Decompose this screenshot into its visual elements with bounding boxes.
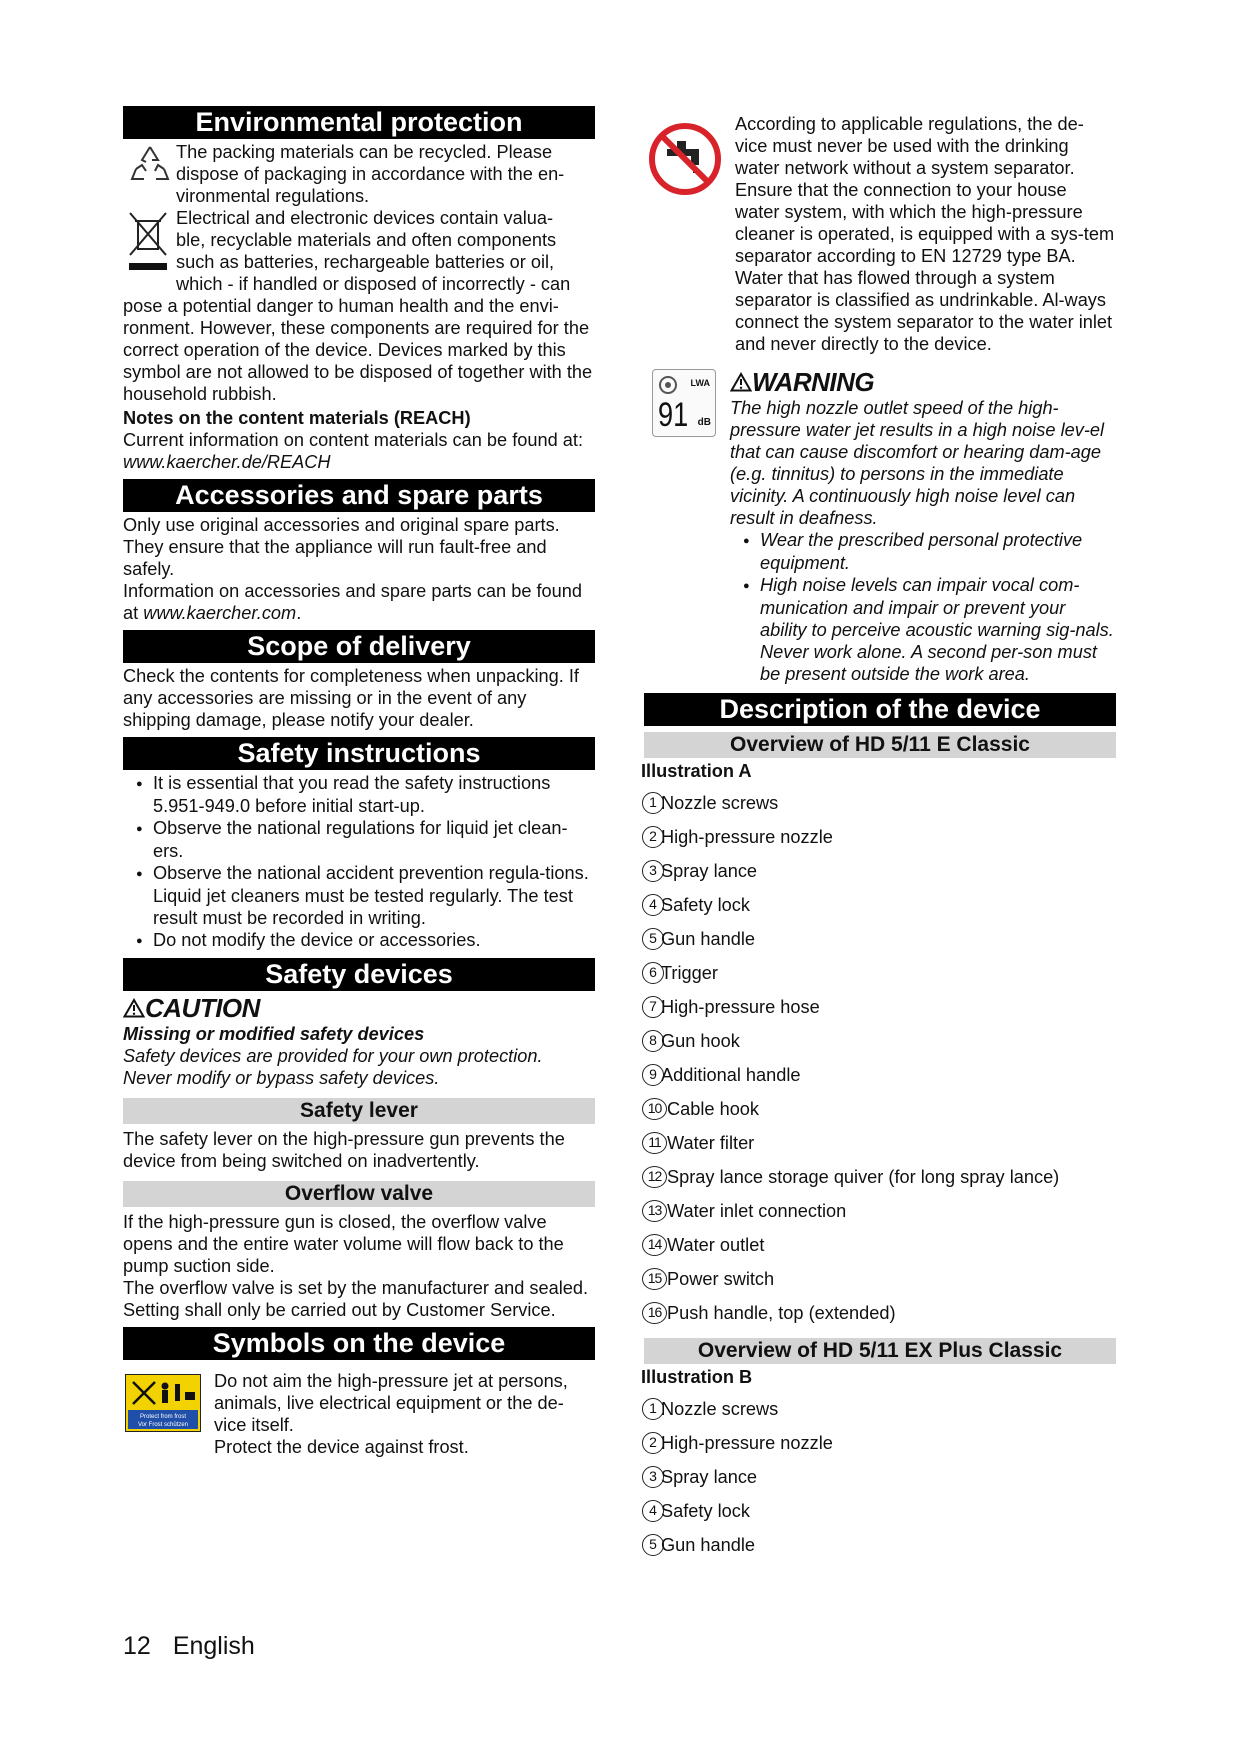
heading-safety-instructions: Safety instructions [123,737,595,770]
item-number: 3 [642,860,664,882]
reach-text-body: Current information on content materials can be found at: [123,430,583,450]
item-label: High-pressure nozzle [661,1433,833,1453]
caution-heading [123,993,595,1023]
list-item [642,854,1116,888]
list-item [642,1460,1116,1494]
noise-unit: dB [697,417,711,428]
item-label: Additional handle [661,1065,801,1085]
item-number: 3 [642,1466,664,1488]
item-label: Gun handle [661,1535,756,1555]
heading-safety-lever: Safety lever [123,1098,595,1124]
safety-lever-text: The safety lever on the high-pressure gun prevents the device from being switched on inadvertently. [123,1129,565,1171]
item-label: Gun hook [661,1031,740,1051]
item-number: 6 [642,962,664,984]
list-item [642,1024,1116,1058]
item-number: 14 [642,1234,667,1256]
item-label: Nozzle screws [661,1399,779,1419]
system-separator-block [644,113,1116,363]
item-number: 15 [642,1268,667,1290]
list-item [642,1194,1116,1228]
heading-description-of-device: Description of the device [644,693,1116,726]
heading-safety-devices: Safety devices [123,958,595,991]
list-item [642,1528,1116,1562]
accessories-text: Only use original accessories and original spare parts. They ensure that the appliance will run fault-free and safely. [123,515,560,579]
warning-bullet: ● Wear the prescribed personal protective equipment. [730,529,1116,574]
item-label: Spray lance [661,861,758,881]
item-label: Safety lock [661,1501,750,1521]
left-column [123,106,595,1470]
item-number: 4 [642,894,664,916]
warning-triangle-icon [123,998,145,1018]
list-item [642,1296,1116,1330]
item-label: Water filter [667,1133,755,1153]
accessories-info [123,580,595,624]
page-number: 12 [123,1632,151,1660]
weee-line: such as batteries, rechargeable batteries or oil, [176,252,555,272]
frost-label-line: Vor Frost schützen [137,1422,189,1428]
warning-bullet: ● High noise levels can impair vocal com-munication and impair or prevent your ability to perceive acoustic warning sig-nals. Never work alone. A second per-son must be present outside the work area. [730,574,1116,685]
item-number: 4 [642,1500,664,1522]
warning-triangle-icon [730,372,752,392]
list-item [642,922,1116,956]
weee-line: ble, recyclable materials and often components [176,230,557,250]
scope-text: Check the contents for completeness when unpacking. If any accessories are missing or in the event of any shipping damage, please notify your dealer. [123,666,579,730]
item-number: 10 [642,1098,667,1120]
frost-text: Protect the device against frost. [214,1437,469,1457]
list-item [642,1262,1116,1296]
ear-protection-icon [657,374,679,396]
overview-list-b [644,1392,1116,1562]
safety-bullet: ● Observe the national regulations for liquid jet clean-ers. [123,817,595,862]
item-label: High-pressure nozzle [661,827,833,847]
overflow-text: If the high-pressure gun is closed, the overflow valve opens and the entire water volume will flow back to the pump suction side. [123,1212,564,1276]
item-label: Nozzle screws [661,793,779,813]
caution-label: CAUTION [145,993,260,1023]
weee-line: Electrical and electronic devices contain valua- [176,208,554,228]
noise-value: 91 [658,396,689,434]
kaercher-link[interactable]: www.kaercher.com [143,603,297,623]
item-label: Gun handle [661,929,756,949]
overflow-text-2: The overflow valve is set by the manufacturer and sealed. Setting shall only be carried out by Customer Service. [123,1278,589,1320]
heading-accessories: Accessories and spare parts [123,479,595,512]
item-label: High-pressure hose [661,997,820,1017]
list-item [642,990,1116,1024]
list-item [642,1092,1116,1126]
list-item [642,888,1116,922]
crossed-bin-icon [126,209,170,275]
heading-overflow-valve: Overflow valve [123,1181,595,1207]
symbols-block [123,1370,595,1470]
weee-continued: pose a potential danger to human health and the envi-ronment. However, these components are required for the correct operation of the device. Devices marked by this symbol are not allowed to be disposed of together with the household rubbish. [123,296,593,404]
caution-text: Safety devices are provided for your own protection. Never modify or bypass safety devices. [123,1046,543,1088]
item-label: Spray lance [661,1467,758,1487]
item-number: 2 [642,1432,664,1454]
item-label: Cable hook [667,1099,760,1119]
accessories-info-text: Information on accessories and spare parts can be found at [123,581,583,623]
recycle-block [123,141,595,207]
item-number: 16 [642,1302,667,1324]
illustration-a-label: Illustration A [641,761,752,781]
footer-language: English [172,1632,255,1660]
safety-bullet: ● Do not modify the device or accessories. [123,929,595,952]
reach-link[interactable]: www.kaercher.de/REACH [123,452,331,472]
item-label: Water inlet connection [667,1201,847,1221]
item-number: 2 [642,826,664,848]
item-label: Spray lance storage quiver (for long spray lance) [667,1167,1060,1187]
recycle-line: vironmental regulations. [176,186,370,206]
illustration-b-label: Illustration B [641,1367,753,1387]
page-footer [123,1631,277,1661]
reach-text [123,429,595,473]
reach-title: Notes on the content materials (REACH) [123,408,471,428]
list-item [642,1126,1116,1160]
weee-block [123,207,595,295]
item-label: Water outlet [667,1235,765,1255]
list-item [642,956,1116,990]
safety-bullet: ● Observe the national accident prevention regula-tions. Liquid jet cleaners must be tested regularly. The test result must be recorded in writing. [123,862,595,929]
system-separator-text: According to applicable regulations, the de-vice must never be used with the drinking water network without a system separator. Ensure that the connection to your house water system, with which the high-pressure cleaner is operated, is equipped with a sys-tem separator according to EN 12729 type BA. Water that has flowed through a system separator is classified as undrinkable. Al-ways connect the system separator to the water inlet and never directly to the device. [735,114,1115,354]
list-item [642,1160,1116,1194]
safety-bullet: ● It is essential that you read the safety instructions 5.951-949.0 before initial start-up. [123,772,595,817]
heading-symbols-on-device: Symbols on the device [123,1327,595,1360]
item-number: 1 [642,1398,664,1420]
heading-overview-ex-plus-classic: Overview of HD 5/11 EX Plus Classic [644,1338,1116,1364]
item-number: 7 [642,996,664,1018]
recycle-icon [128,143,172,187]
list-item [642,786,1116,820]
item-number: 9 [642,1064,664,1086]
right-column [641,113,1116,1562]
item-number: 5 [642,1534,664,1556]
heading-scope-of-delivery: Scope of delivery [123,630,595,663]
no-drinking-water-connection-icon [647,121,723,197]
recycle-line: dispose of packaging in accordance with the en- [176,164,565,184]
item-number: 1 [642,792,664,814]
warning-label: WARNING [752,367,875,397]
heading-overview-e-classic: Overview of HD 5/11 E Classic [644,732,1116,758]
noise-level-icon [652,369,716,437]
heading-environmental-protection: Environmental protection [123,106,595,139]
item-number: 13 [642,1200,667,1222]
item-number: 11 [642,1132,667,1154]
list-item [642,1392,1116,1426]
list-item [642,820,1116,854]
noise-warning-block [644,367,1116,685]
list-item [642,1228,1116,1262]
overview-list-a [644,786,1116,1330]
item-label: Safety lock [661,895,750,915]
symbols-text: Do not aim the high-pressure jet at persons, animals, live electrical equipment or the de-vice itself. [214,1371,568,1435]
item-label: Push handle, top (extended) [667,1303,896,1323]
item-number: 12 [642,1166,667,1188]
item-label: Trigger [661,963,718,983]
recycle-line: The packing materials can be recycled. Please [176,142,553,162]
item-label: Power switch [667,1269,775,1289]
period: . [296,603,302,623]
item-number: 8 [642,1030,664,1052]
warning-heading [730,367,1116,397]
warning-text: The high nozzle outlet speed of the high-pressure water jet results in a high noise lev-el that can cause discomfort or hearing dam-age (e.g. tinnitus) to persons in the immediate vicinity. A continuously high noise level can result in deafness. [730,398,1105,528]
no-jet-at-persons-frost-label-icon [125,1374,201,1432]
list-item [642,1494,1116,1528]
item-number: 5 [642,928,664,950]
frost-label-line: Protect from frost [139,1414,187,1420]
weee-line: which - if handled or disposed of incorrectly - can [176,274,571,294]
caution-title: Missing or modified safety devices [123,1024,425,1044]
lwa-label: LWA [690,378,710,388]
list-item [642,1058,1116,1092]
list-item [642,1426,1116,1460]
